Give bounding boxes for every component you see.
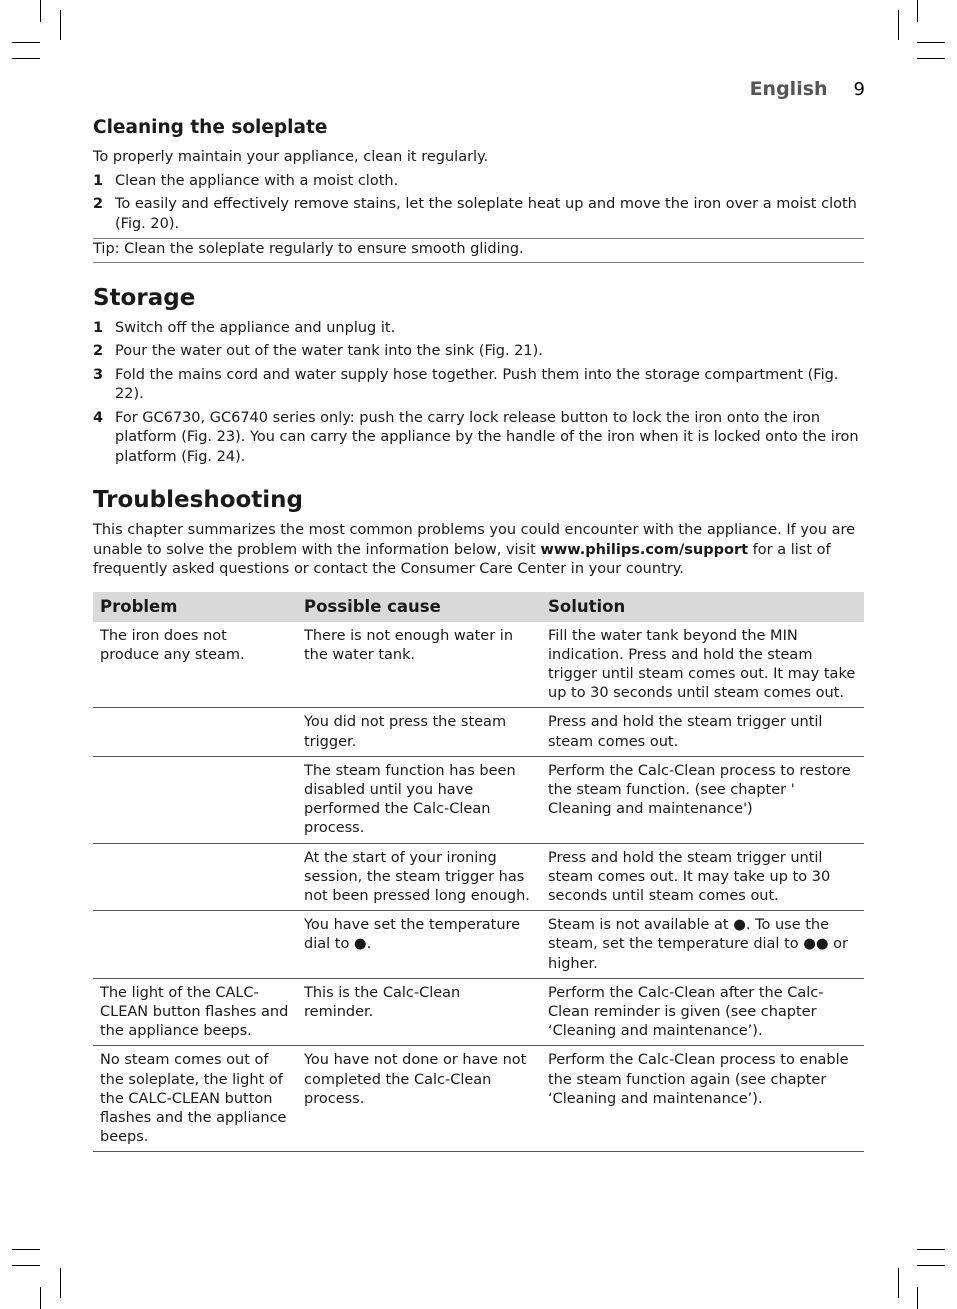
cause-cell: The steam function has been disabled until you have performed the Calc-Clean process.: [297, 756, 541, 843]
crop-mark: [917, 42, 945, 43]
cause-cell: At the start of your ironing session, the steam trigger has not been pressed long enough.: [297, 843, 541, 911]
column-header-problem: Problem: [93, 592, 297, 622]
page-number: 9: [853, 79, 865, 100]
list-item: [93, 319, 864, 339]
column-header-solution: Solution: [541, 592, 864, 622]
crop-mark: [917, 1249, 945, 1250]
troubleshooting-table: [93, 592, 864, 1153]
problem-cell: [93, 756, 297, 843]
cause-cell: There is not enough water in the water tank.: [297, 622, 541, 708]
crop-mark: [12, 1265, 40, 1266]
step-text: To easily and effectively remove stains, let the soleplate heat up and move the iron over a moist cloth (Fig. 20).: [115, 196, 857, 232]
table-row: [93, 622, 864, 708]
crop-mark: [917, 1265, 945, 1266]
step-number: 2: [93, 196, 104, 212]
table-header-row: [93, 592, 864, 622]
step-text: Fold the mains cord and water supply hose together. Push them into the storage compartment (Fig. 22).: [115, 366, 839, 402]
problem-cell: [93, 708, 297, 756]
cause-cell: This is the Calc-Clean reminder.: [297, 978, 541, 1046]
page-header: [750, 78, 865, 100]
language-label: English: [749, 78, 828, 100]
list-item: [93, 172, 864, 192]
solution-cell: Press and hold the steam trigger until steam comes out.: [541, 708, 864, 756]
step-text: Switch off the appliance and unplug it.: [115, 319, 396, 336]
storage-steps: [93, 319, 864, 468]
list-item: [93, 342, 864, 362]
crop-mark: [917, 58, 945, 59]
crop-mark: [12, 58, 40, 59]
solution-cell: Perform the Calc-Clean after the Calc-Clean reminder is given (see chapter ‘Cleaning and maintenance’).: [541, 978, 864, 1046]
crop-mark: [40, 1287, 41, 1309]
step-number: 1: [93, 319, 104, 336]
step-number: 1: [93, 172, 104, 189]
crop-mark: [917, 1287, 918, 1309]
cleaning-intro: To properly maintain your appliance, clean it regularly.: [93, 149, 489, 165]
step-number: 3: [93, 366, 104, 383]
support-link[interactable]: www.philips.com/support: [540, 541, 749, 558]
cause-cell: You have not done or have not completed the Calc-Clean process.: [297, 1046, 541, 1152]
step-text: Pour the water out of the water tank into the sink (Fig. 21).: [115, 343, 543, 359]
section-title-cleaning: Cleaning the soleplate: [93, 117, 328, 138]
problem-cell: No steam comes out of the soleplate, the light of the CALC-CLEAN button flashes and the appliance beeps.: [93, 1046, 297, 1152]
problem-cell: [93, 843, 297, 911]
solution-cell: Perform the Calc-Clean process to restore the steam function. (see chapter ' Cleaning and maintenance'): [541, 756, 864, 843]
problem-cell: The light of the CALC-CLEAN button flashes and the appliance beeps.: [93, 978, 297, 1046]
intro-text: for a list of frequently asked questions or contact the Consumer Care Center in your country.: [93, 541, 831, 577]
step-text: Clean the appliance with a moist cloth.: [115, 172, 399, 189]
table-row: [93, 708, 864, 756]
solution-cell: Steam is not available at ●. To use the steam, set the temperature dial to ●● or higher.: [541, 911, 864, 979]
step-number: 4: [93, 409, 104, 426]
page-content: [93, 116, 864, 1152]
list-item: [93, 366, 864, 405]
solution-cell: Press and hold the steam trigger until steam comes out. It may take up to 30 seconds until steam comes out.: [541, 843, 864, 911]
table-row: [93, 911, 864, 979]
table-row: [93, 978, 864, 1046]
section-title-troubleshooting: Troubleshooting: [93, 487, 304, 513]
section-title-storage: Storage: [93, 284, 196, 311]
column-header-cause: Possible cause: [297, 592, 541, 622]
cleaning-steps: [93, 172, 864, 235]
intro-text: This chapter summarizes the most common problems you could encounter with the appliance. If you are unable to solve the problem with the information below, visit: [93, 522, 856, 558]
tip-box: Tip: Clean the soleplate regularly to ensure smooth gliding.: [93, 238, 864, 263]
table-row: [93, 756, 864, 843]
crop-mark: [60, 1268, 61, 1298]
cause-cell: You did not press the steam trigger.: [297, 708, 541, 756]
list-item: [93, 409, 864, 468]
table-row: [93, 1046, 864, 1152]
problem-cell: [93, 911, 297, 979]
solution-cell: Perform the Calc-Clean process to enable the steam function again (see chapter ‘Cleaning and maintenance’).: [541, 1046, 864, 1152]
crop-mark: [12, 42, 40, 43]
crop-mark: [898, 1268, 899, 1298]
troubleshooting-intro: [93, 521, 864, 580]
crop-mark: [60, 10, 61, 40]
crop-mark: [898, 10, 899, 40]
crop-mark: [917, 0, 918, 22]
list-item: [93, 195, 864, 234]
cause-cell: You have set the temperature dial to ●.: [297, 911, 541, 979]
crop-mark: [12, 1249, 40, 1250]
step-number: 2: [93, 343, 104, 359]
table-row: [93, 843, 864, 911]
problem-cell: The iron does not produce any steam.: [93, 622, 297, 708]
solution-cell: Fill the water tank beyond the MIN indication. Press and hold the steam trigger until steam comes out. It may take up to 30 seconds until steam comes out.: [541, 622, 864, 708]
step-text: For GC6730, GC6740 series only: push the carry lock release button to lock the iron onto the iron platform (Fig. 23). You can carry the appliance by the handle of the iron when it is locked onto the iron platform (Fig. 24).: [115, 409, 859, 465]
crop-mark: [40, 0, 41, 22]
